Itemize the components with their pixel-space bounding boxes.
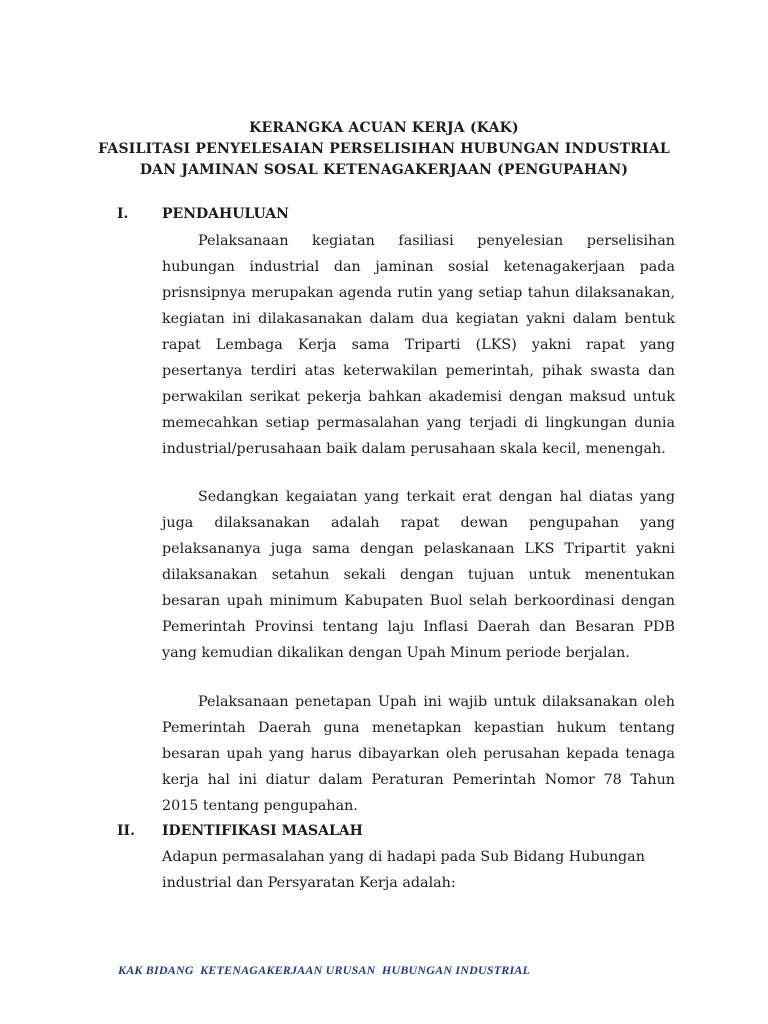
section-1-paragraph-2: Sedangkan kegaiatan yang terkait erat dengan hal diatas yang juga dilaksanakan adalah rapat dewan pengupahan yang pelaksananya juga sama dengan pelaskanaan LKS Tripartit yakni dilaksanakan setahun sekali dengan tujuan untuk menentukan besaran upah minimum Kabupaten Buol selah berkoordinasi dengan Pemerintah Provinsi tentang laju Inflasi Daerah dan Besaran PDB yang kemudian dikalikan dengan Upah Minum periode berjalan. xyxy=(162,489,675,661)
page-footer: KAK BIDANG KETENAGAKERJAAN URUSAN HUBUNGAN INDUSTRIAL xyxy=(118,963,531,977)
section-2-paragraph-1: Adapun permasalahan yang di hadapi pada Sub Bidang Hubungan industrial dan Persyaratan Kerja adalah: xyxy=(162,849,645,891)
section-1-paragraph-1: Pelaksanaan kegiatan fasiliasi penyelesian perselisihan hubungan industrial dan jaminan sosial ketenagakerjaan pada prisnsipnya merupakan agenda rutin yang setiap tahun dilaksanakan, kegiatan ini dilakasanakan dalam dua kegiatan yakni dalam bentuk rapat Lembaga Kerja sama Triparti (LKS) yakni rapat yang pesertanya terdiri atas keterwakilan pemerintah, pihak swasta dan perwakilan serikat pekerja bahkan akademisi dengan maksud untuk memecahkan setiap permasalahan yang terjadi di lingkungan dunia industrial/perusahaan baik dalam perusahaan skala kecil, menengah. xyxy=(162,233,675,457)
section-1-number: I. xyxy=(117,206,129,222)
section-1-title: PENDAHULUAN xyxy=(162,206,289,222)
document-title: KERANGKA ACUAN KERJA (KAK) xyxy=(249,120,519,136)
section-2-title: IDENTIFIKASI MASALAH xyxy=(162,823,363,839)
section-1-paragraph-3: Pelaksanaan penetapan Upah ini wajib untuk dilaksanakan oleh Pemerintah Daerah guna menetapkan kepastian hukum tentang besaran upah yang harus dibayarkan oleh perusahan kepada tenaga kerja hal ini diatur dalam Peraturan Pemerintah Nomor 78 Tahun 2015 tentang pengupahan. xyxy=(162,694,675,814)
document-subtitle-line-1: FASILITASI PENYELESAIAN PERSELISIHAN HUBUNGAN INDUSTRIAL xyxy=(98,141,670,157)
section-2-number: II. xyxy=(117,823,135,839)
document-subtitle-line-2: DAN JAMINAN SOSAL KETENAGAKERJAAN (PENGUPAHAN) xyxy=(139,162,629,178)
